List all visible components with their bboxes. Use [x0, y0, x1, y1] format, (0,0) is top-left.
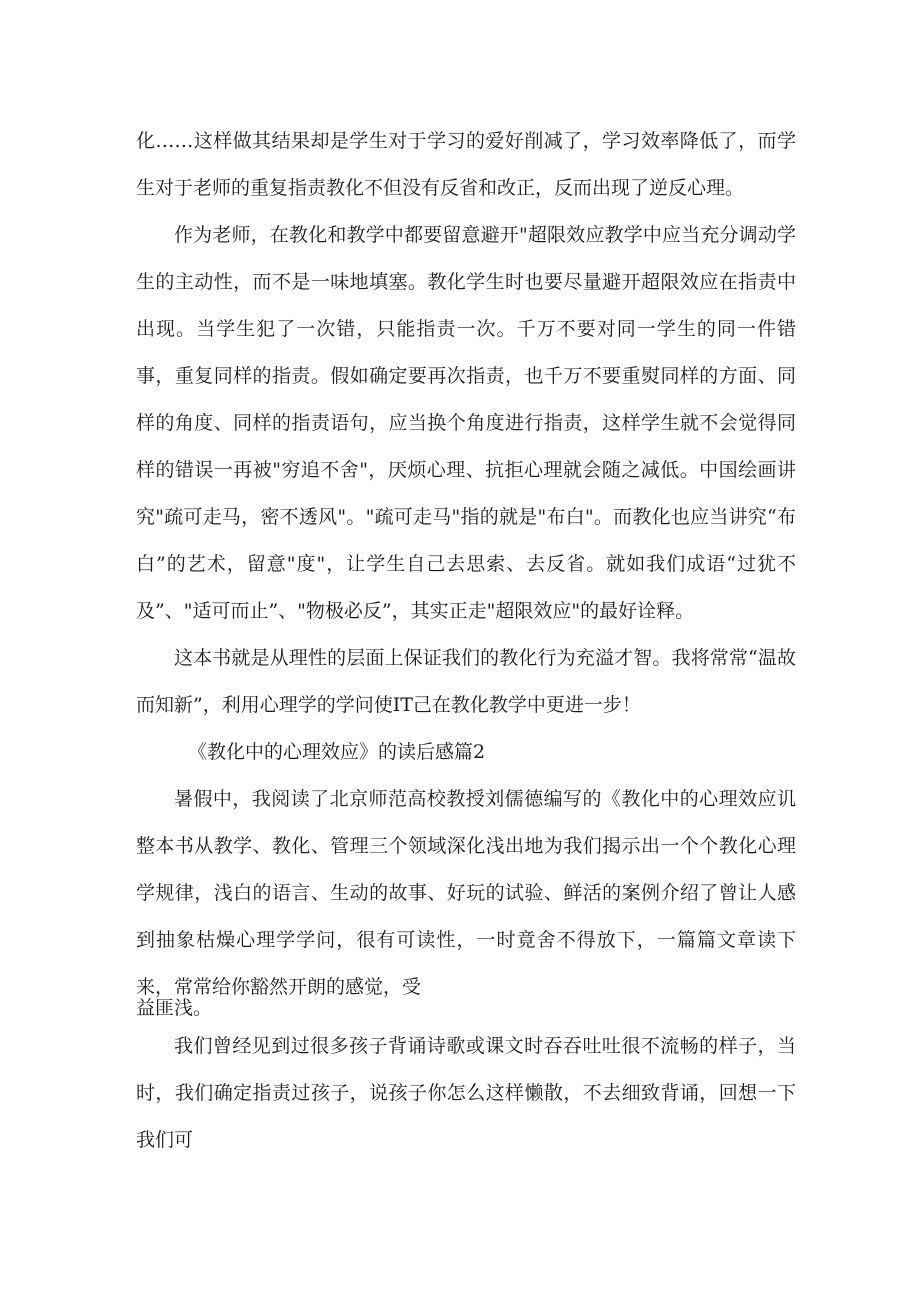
paragraph-tail-line: 益匪浅。 — [136, 997, 213, 1019]
section-heading: 《教化中的心理效应》的读后感篇2 — [188, 741, 486, 763]
paragraph: 暑假中，我阅读了北京师范高校教授刘儒德编写的《教化中的心理效应讥整本书从教学、教化、管理三个领域深化浅出地为我们揭示出一个个教化心理学规律，浅白的语言、生动的故事、好玩的试验、鲜活的案例介绍了曾让人感到抽象枯燥心理学学问，很有可读性，一时竟舍不得放下，一篇篇文章读下来，常常给你豁然开朗的感觉，受 — [136, 788, 796, 998]
paragraph: 化……这样做其结果却是学生对于学习的爱好削减了，学习效率降低了，而学生对于老师的重复指责教化不但没有反省和改正，反而出现了逆反心理。 — [136, 130, 796, 199]
paragraph: 这本书就是从理性的层面上保证我们的教化行为充溢才智。我将常常“温故而知新”，利用心理学的学问使IT己在教化教学中更进一步！ — [136, 647, 796, 716]
document-body — [136, 118, 796, 1164]
paragraph: 我们曾经见到过很多孩子背诵诗歌或课文时吞吞吐吐很不流畅的样子，当时，我们确定指责过孩子，说孩子你怎么这样懒散，不去细致背诵，回想一下我们可 — [136, 1035, 796, 1151]
paragraph: 作为老师，在教化和教学中都要留意避开"超限效应教学中应当充分调动学生的主动性，而不是一味地填塞。教化学生时也要尽量避开超限效应在指责中出现。当学生犯了一次错，只能指责一次。千万不要对同一学生的同一件错事，重复同样的指责。假如确定要再次指责，也千万不要重熨同样的方面、同样的角度、同样的指责语句，应当换个角度进行指责，这样学生就不会觉得同样的错误一再被"穷追不舍"，厌烦心理、抗拒心理就会随之减低。中国绘画讲究"疏可走马，密不透风"。"疏可走马"指的就是"布白"。而教化也应当讲究“布白”的艺术，留意"度"，让学生自己去思索、去反省。就如我们成语“过犹不及”、"适可而止”、"物极必反”，其实正走"超限效应"的最好诠释。 — [136, 224, 796, 622]
